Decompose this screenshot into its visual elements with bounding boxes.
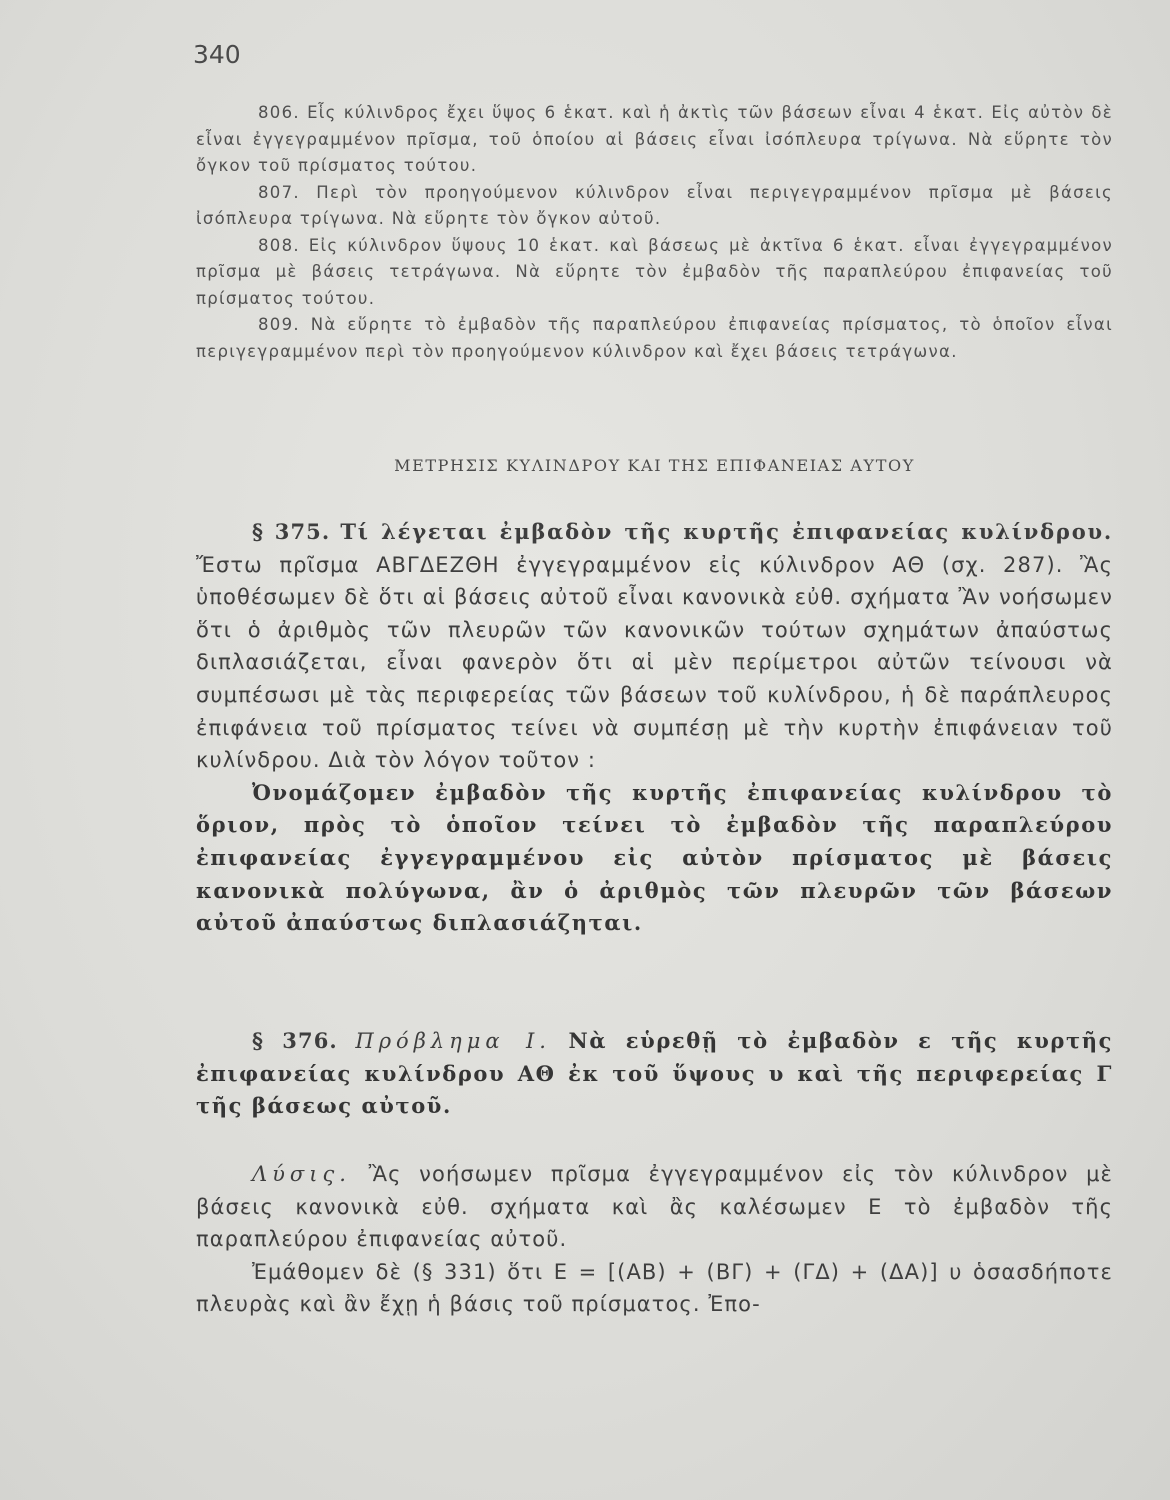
page-number: 340 (193, 40, 241, 69)
exercise-806: 806. Εἷς κύλινδρος ἔχει ὕψος 6 ἑκατ. καὶ ἡ ἀκτὶς τῶν βάσεων εἶναι 4 ἑκατ. Εἰς αὐτὸν δὲ εἶναι ἐγγεγραμμένον πρῖσμα, τοῦ ὁποίου αἱ βάσεις εἶναι ἰσόπλευρα τρίγωνα. Νὰ εὕρητε τὸν ὄγκον τοῦ πρίσματος τούτου. (196, 103, 1113, 175)
section-375-number: § 375. (252, 519, 331, 544)
section-375-title: Τί λέγεται ἐμβαδὸν τῆς κυρτῆς ἐπιφανείας κυλίνδρου. (340, 519, 1113, 544)
section-375 (196, 516, 1113, 940)
problem-statement: Νὰ εὑρεθῇ τὸ ἐμβαδὸν ε τῆς κυρτῆς ἐπιφανείας κυλίνδρου ΑΘ ἐκ τοῦ ὕψους υ καὶ τῆς περιφερείας Γ τῆς βάσεως αὐτοῦ. (196, 1028, 1113, 1119)
section-375-paragraph (196, 516, 1113, 777)
exercises-block (196, 100, 1113, 365)
problem-label: Πρόβλημα Ι. (355, 1029, 551, 1053)
exercise-809: 809. Νὰ εὕρητε τὸ ἐμβαδὸν τῆς παραπλεύρου ἐπιφανείας πρίσματος, τὸ ὁποῖον εἶναι περιγεγραμμένον περὶ τὸν προηγούμενον κύλινδρον καὶ ἔχει βάσεις τετράγωνα. (196, 315, 1113, 361)
section-376-number: § 376. (252, 1028, 338, 1053)
exercise-808: 808. Εἰς κύλινδρον ὕψους 10 ἑκατ. καὶ βάσεως μὲ ἀκτῖνα 6 ἑκατ. εἶναι ἐγγεγραμμένον πρῖσμα μὲ βάσεις τετράγωνα. Νὰ εὕρητε τὸν ἐμβαδὸν τῆς παραπλεύρου ἐπιφανείας τοῦ πρίσματος τούτου. (196, 235, 1113, 308)
section-376 (196, 1025, 1113, 1123)
section-375-body: Ἔστω πρῖσμα ΑΒΓΔΕΖΘΗ ἐγγεγραμμένον εἰς κύλινδρον ΑΘ (σχ. 287). Ἂς ὑποθέσωμεν δὲ ὅτι αἱ βάσεις αὐτοῦ εἶναι κανονικὰ εὐθ. σχήματα Ἂν νοήσωμεν ὅτι ὁ ἀριθμὸς τῶν πλευρῶν τῶν κανονικῶν τούτων σχημάτων ἀπαύστως διπλασιάζεται, εἶναι φανερὸν ὅτι αἱ μὲν περίμετροι αὐτῶν τείνουσι νὰ συμπέσωσι μὲ τὰς περιφερείας τῶν βάσεων τοῦ κυλίνδρου, ἡ δὲ παράπλευρος ἐπιφάνεια τοῦ πρίσματος τείνει νὰ συμπέσῃ μὲ τὴν κυρτὴν ἐπιφάνειαν τοῦ κυλίνδρου. Διὰ τὸν λόγον τοῦτον : (196, 552, 1113, 773)
cylinder-surface-definition: Ὀνομάζομεν ἐμβαδὸν τῆς κυρτῆς ἐπιφανείας κυλίνδρου τὸ ὅριον, πρὸς τὸ ὁποῖον τείνει τὸ ἐμβαδὸν τῆς παραπλεύρου ἐπιφανείας ἐγγεγραμμένου εἰς αὐτὸν πρίσματος μὲ βάσεις κανονικὰ πολύγωνα, ἂν ὁ ἀριθμὸς τῶν πλευρῶν τῶν βάσεων αὐτοῦ ἀπαύστως διπλασιάζηται. (196, 779, 1113, 936)
solution-text: Ἂς νοήσωμεν πρῖσμα ἐγγεγραμμένον εἰς τὸν κύλινδρον μὲ βάσεις κανονικὰ εὐθ. σχήματα καὶ ἂς καλέσωμεν Ε τὸ ἐμβαδὸν τῆς παραπλεύρου ἐπιφανείας αὐτοῦ. (196, 1162, 1113, 1252)
solution-label: Λύσις. (252, 1162, 351, 1186)
section-heading: ΜΕΤΡΗΣΙΣ ΚΥΛΙΝΔΡΟΥ ΚΑΙ ΤΗΣ ΕΠΙΦΑΝΕΙΑΣ ΑΥΤΟΥ (394, 456, 915, 475)
solution-paragraph-2: Ἐμάθομεν δὲ (§ 331) ὅτι Ε = [(ΑΒ) + (ΒΓ) + (ΓΔ) + (ΔΑ)] υ ὁσασδήποτε πλευρὰς καὶ ἂν ἔχῃ ἡ βάσις τοῦ πρίσματος. Ἐπο- (196, 1259, 1113, 1317)
exercise-807: 807. Περὶ τὸν προηγούμενον κύλινδρον εἶναι περιγεγραμμένον πρῖσμα μὲ βάσεις ἰσόπλευρα τρίγωνα. Νὰ εὕρητε τὸν ὄγκον αὐτοῦ. (196, 182, 1113, 228)
solution-block (196, 1158, 1113, 1321)
solution-paragraph (196, 1158, 1113, 1256)
section-376-paragraph (196, 1025, 1113, 1123)
